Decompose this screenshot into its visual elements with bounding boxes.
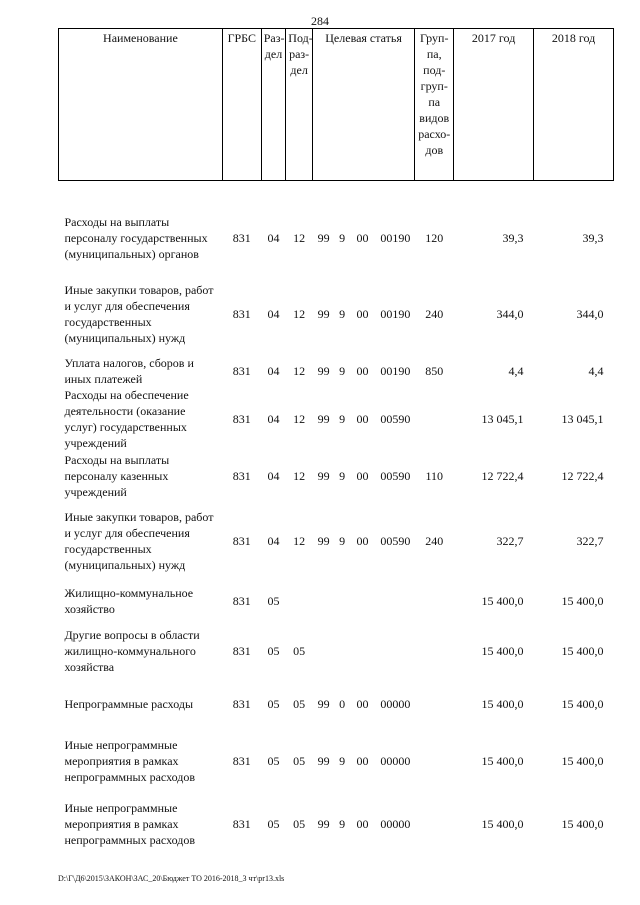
row-target-4: 00000 <box>380 754 411 768</box>
table-row <box>59 451 614 501</box>
header-name: Наименование <box>59 29 223 181</box>
row-target-1: 99 <box>317 412 330 426</box>
row-podrazdel: 12 <box>293 469 306 483</box>
row-grbs: 831 <box>232 412 251 426</box>
row-target-3: 00 <box>356 231 369 245</box>
header-2018: 2018 год <box>534 29 614 181</box>
row-name: Иные непрограммные мероприятия в рамках непрограммных расходов <box>64 738 196 784</box>
row-target-2: 9 <box>339 817 346 831</box>
row-target-1: 99 <box>317 754 330 768</box>
row-target-1: 99 <box>317 817 330 831</box>
row-2018: 15 400,0 <box>561 754 604 768</box>
row-razdel: 05 <box>267 817 280 831</box>
row-target-4: 00000 <box>380 697 411 711</box>
row-target-2: 9 <box>339 364 346 378</box>
row-group: 110 <box>425 469 444 483</box>
header-grbs: ГРБС <box>222 29 261 181</box>
row-2017: 344,0 <box>496 307 524 321</box>
row-group <box>415 727 454 795</box>
page-number: 284 <box>311 14 329 28</box>
row-target-2: 9 <box>339 534 346 548</box>
row-target-4: 00590 <box>380 534 411 548</box>
table-row <box>59 727 614 795</box>
header-2017: 2017 год <box>454 29 534 181</box>
row-target-1: 99 <box>317 307 330 321</box>
row-podrazdel: 12 <box>293 307 306 321</box>
row-podrazdel: 05 <box>293 644 306 658</box>
table-row <box>59 501 614 581</box>
row-grbs: 831 <box>232 307 251 321</box>
row-grbs: 831 <box>232 817 251 831</box>
row-razdel: 04 <box>267 534 280 548</box>
row-podrazdel: 05 <box>293 754 306 768</box>
row-target-1: 99 <box>317 469 330 483</box>
header-group: Груп-па, под-груп-па видов расхо-дов <box>415 29 454 181</box>
row-2018: 39,3 <box>582 231 604 245</box>
row-name: Расходы на выплаты персоналу государственных (муниципальных) органов <box>64 215 208 261</box>
row-podrazdel: 12 <box>293 534 306 548</box>
row-grbs: 831 <box>232 469 251 483</box>
row-podrazdel: 12 <box>293 364 306 378</box>
row-target-3: 00 <box>356 817 369 831</box>
table-body <box>59 181 614 854</box>
row-group <box>415 681 454 727</box>
row-target-4: 00190 <box>380 231 411 245</box>
row-group: 120 <box>425 231 444 245</box>
row-name: Расходы на обеспечение деятельности (оказание услуг) государственных учреждений <box>64 388 189 450</box>
row-podrazdel: 12 <box>293 231 306 245</box>
row-name: Уплата налогов, сборов и иных платежей <box>64 356 194 386</box>
row-2017: 15 400,0 <box>481 817 524 831</box>
row-grbs: 831 <box>232 594 251 608</box>
row-target-2 <box>335 581 349 621</box>
row-2018: 15 400,0 <box>561 817 604 831</box>
table-row <box>59 581 614 621</box>
row-name: Расходы на выплаты персоналу казенных учреждений <box>64 453 170 499</box>
row-2017: 39,3 <box>502 231 524 245</box>
row-2017: 4,4 <box>508 364 524 378</box>
row-2018: 15 400,0 <box>561 644 604 658</box>
row-2017: 322,7 <box>496 534 524 548</box>
row-razdel: 05 <box>267 754 280 768</box>
table-row <box>59 795 614 853</box>
row-name: Иные закупки товаров, работ и услуг для обеспечения государственных (муниципальных) нужд <box>64 283 214 345</box>
row-2018: 15 400,0 <box>561 594 604 608</box>
row-2017: 13 045,1 <box>481 412 524 426</box>
row-target-2: 9 <box>339 469 346 483</box>
row-grbs: 831 <box>232 534 251 548</box>
row-target-3 <box>349 581 376 621</box>
row-razdel: 04 <box>267 412 280 426</box>
row-group <box>415 621 454 681</box>
row-target-4: 00590 <box>380 469 411 483</box>
row-target-1 <box>312 581 335 621</box>
row-target-2: 9 <box>339 307 346 321</box>
table-header <box>59 29 614 181</box>
row-target-3: 00 <box>356 469 369 483</box>
row-target-1: 99 <box>317 534 330 548</box>
table-row <box>59 681 614 727</box>
row-target-4: 00190 <box>380 364 411 378</box>
table-row <box>59 273 614 355</box>
header-razdel: Раз-дел <box>261 29 286 181</box>
row-2017: 15 400,0 <box>481 594 524 608</box>
row-grbs: 831 <box>232 697 251 711</box>
row-target-2 <box>335 621 349 681</box>
row-target-2: 0 <box>339 697 346 711</box>
row-podrazdel: 05 <box>293 817 306 831</box>
header-target: Целевая статья <box>312 29 414 181</box>
row-target-1 <box>312 621 335 681</box>
row-2017: 12 722,4 <box>481 469 524 483</box>
row-group <box>415 795 454 853</box>
row-target-3: 00 <box>356 754 369 768</box>
table-row <box>59 203 614 273</box>
row-group: 240 <box>425 307 444 321</box>
row-2018: 344,0 <box>576 307 604 321</box>
row-grbs: 831 <box>232 644 251 658</box>
table-row <box>59 621 614 681</box>
row-2017: 15 400,0 <box>481 754 524 768</box>
row-target-2: 9 <box>339 754 346 768</box>
header-podrazdel: Под-раз-дел <box>286 29 313 181</box>
row-name: Другие вопросы в области жилищно-коммунального хозяйства <box>64 628 200 674</box>
row-razdel: 04 <box>267 231 280 245</box>
row-target-1: 99 <box>317 364 330 378</box>
row-target-3: 00 <box>356 534 369 548</box>
row-name: Непрограммные расходы <box>64 697 194 711</box>
row-2018: 12 722,4 <box>561 469 604 483</box>
row-target-1: 99 <box>317 231 330 245</box>
budget-table <box>58 28 614 853</box>
row-podrazdel <box>286 581 313 621</box>
row-target-3 <box>349 621 376 681</box>
row-target-4: 00000 <box>380 817 411 831</box>
row-grbs: 831 <box>232 231 251 245</box>
row-2018: 13 045,1 <box>561 412 604 426</box>
row-2018: 15 400,0 <box>561 697 604 711</box>
row-name: Иные непрограммные мероприятия в рамках непрограммных расходов <box>64 801 196 847</box>
row-razdel: 04 <box>267 307 280 321</box>
row-razdel: 04 <box>267 364 280 378</box>
row-2018: 322,7 <box>576 534 604 548</box>
row-name: Жилищно-коммунальное хозяйство <box>64 586 194 616</box>
row-target-4 <box>376 581 415 621</box>
row-podrazdel: 12 <box>293 412 306 426</box>
row-target-3: 00 <box>356 412 369 426</box>
row-target-4 <box>376 621 415 681</box>
row-target-2: 9 <box>339 412 346 426</box>
row-target-3: 00 <box>356 307 369 321</box>
row-target-4: 00190 <box>380 307 411 321</box>
row-grbs: 831 <box>232 364 251 378</box>
file-path-footer: D:\Г\Д6\2015\ЗАКОН\ЗАС_20\Бюджет ТО 2016-2018_3 чт\pr13.xls <box>58 874 285 883</box>
row-2018: 4,4 <box>588 364 604 378</box>
row-2017: 15 400,0 <box>481 697 524 711</box>
row-target-3: 00 <box>356 697 369 711</box>
row-group: 850 <box>425 364 444 378</box>
row-target-2: 9 <box>339 231 346 245</box>
row-name: Иные закупки товаров, работ и услуг для обеспечения государственных (муниципальных) нужд <box>64 510 214 572</box>
table-row <box>59 387 614 451</box>
row-razdel: 05 <box>267 644 280 658</box>
row-target-3: 00 <box>356 364 369 378</box>
row-podrazdel: 05 <box>293 697 306 711</box>
row-group: 240 <box>425 534 444 548</box>
table-row <box>59 355 614 387</box>
row-group <box>415 581 454 621</box>
row-grbs: 831 <box>232 754 251 768</box>
row-2017: 15 400,0 <box>481 644 524 658</box>
row-razdel: 04 <box>267 469 280 483</box>
row-razdel: 05 <box>267 594 280 608</box>
row-group <box>415 387 454 451</box>
row-target-4: 00590 <box>380 412 411 426</box>
row-razdel: 05 <box>267 697 280 711</box>
row-target-1: 99 <box>317 697 330 711</box>
